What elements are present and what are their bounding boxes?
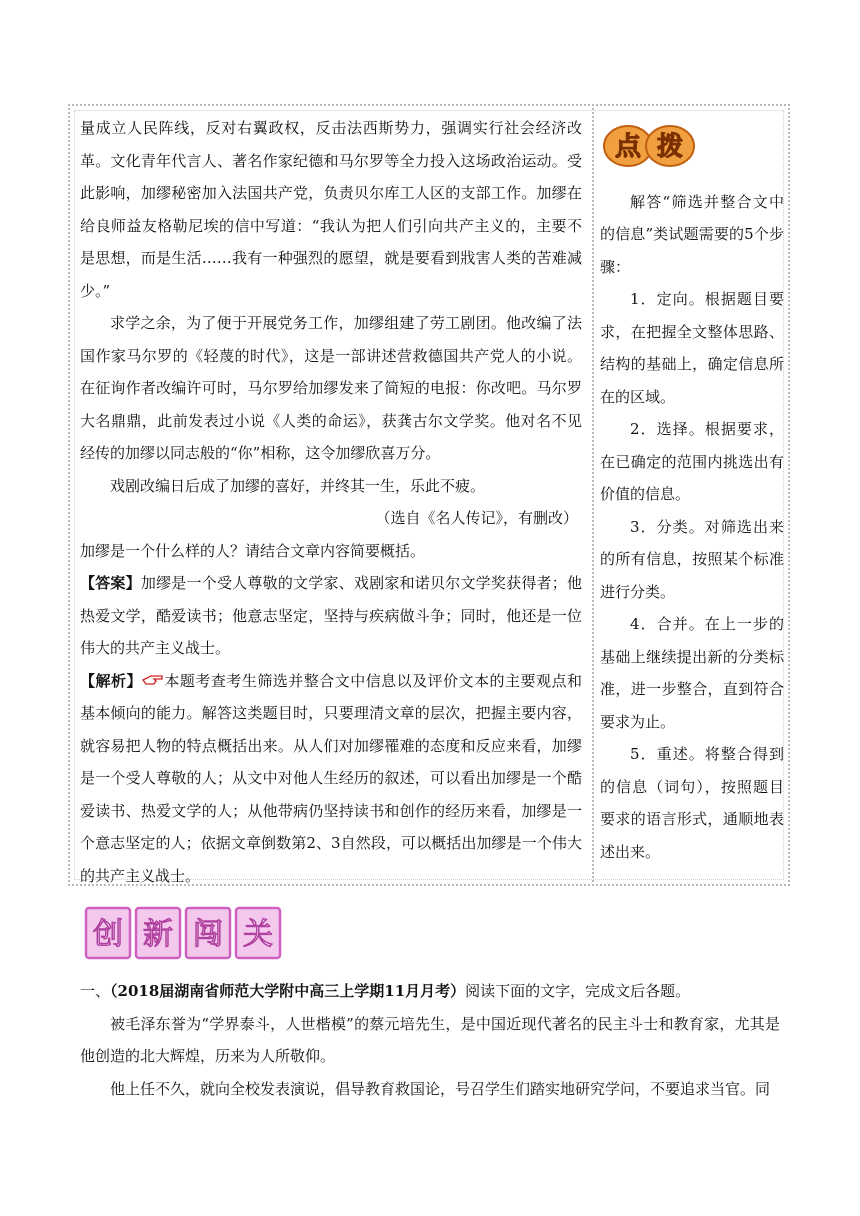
tips-intro: 解答“筛选并整合文中的信息”类试题需要的5个步骤：: [600, 192, 784, 276]
passage-paragraph-1: 量成立人民阵线，反对右翼政权，反击法西斯势力，强调实行社会经济改革。文化青年代言人、著名作家纪德和马尔罗等全力投入这场政治运动。受此影响，加缪秘密加入法国共产党，负责贝尔库工人区的支部工作。加缪在给良师益友格勒尼埃的信中写道：“我认为把人们引向共产主义的，主要不是思想，而是生活……我有一种强烈的愿望，就是要看到戕害人类的苦难减少。”: [80, 119, 582, 300]
tips-step-3: 3．分类。对筛选出来的所有信息，按照某个标准进行分类。: [600, 517, 784, 601]
section-paragraph-1: 被毛泽东誉为“学界泰斗，人世楷模”的蔡元培先生，是中国近现代著名的民主斗士和教育家，尤其是他创造的北大辉煌，历来为人所敬仰。: [80, 1014, 780, 1065]
dianbo-badge: [600, 122, 700, 170]
pointing-hand-icon: [142, 673, 164, 687]
banner-char-3: 闯: [193, 917, 223, 952]
answer-text: 加缪是一个受人尊敬的文学家、戏剧家和诺贝尔文学奖获得者；他热爱文学，酷爱读书；他意志坚定，坚持与疾病做斗争；同时，他还是一位伟大的共产主义战士。: [80, 574, 582, 657]
tips-step-5: 5．重述。将整合得到的信息（词句），按照题目要求的语言形式，通顺地表述出来。: [600, 745, 784, 861]
tips-column: [600, 112, 784, 868]
passage-paragraph-2: 求学之余，为了便于开展党务工作，加缪组建了劳工剧团。他改编了法国作家马尔罗的《轻蔑的时代》，这是一部讲述营救德国共产党人的小说。在征询作者改编许可时，马尔罗给加缪发来了简短的电报：你改吧。马尔罗大名鼎鼎，此前发表过小说《人类的命运》，获龚古尔文学奖。他对名不见经传的加缪以同志般的“你”相称，这令加缪欣喜万分。: [80, 314, 582, 462]
passage-column: [80, 112, 582, 892]
analysis-text: 本题考查考生筛选并整合文中信息以及评价文本的主要观点和基本倾向的能力。解答这类题目时，只要理清文章的层次，把握主要内容，就容易把人物的特点概括出来。从人们对加缪罹难的态度和反应来看，加缪是一个受人尊敬的人；从文中对他人生经历的叙述，可以看出加缪是一个酷爱读书、热爱文学的人；从他带病仍坚持读书和创作的经历来看，加缪是一个意志坚定的人；依据文章倒数第2、3自然段，可以概括出加缪是一个伟大的共产主义战士。: [80, 671, 582, 885]
chuangxin-chuangguan-banner: [84, 904, 284, 962]
tips-step-4: 4．合并。在上一步的基础上继续提出新的分类标准，进一步整合，直到符合要求为止。: [600, 615, 784, 731]
question-instruction: 阅读下面的文字，完成文后各题。: [465, 982, 691, 1000]
analysis-tag: 【解析】: [80, 671, 142, 690]
new-question-section: [80, 975, 780, 1105]
passage-source: （选自《名人传记》，有删改）: [375, 509, 578, 527]
tips-step-1: 1．定向。根据题目要求，在把握全文整体思路、结构的基础上，确定信息所在的区域。: [600, 290, 784, 406]
analysis-block: [80, 665, 582, 893]
column-divider: [592, 104, 594, 886]
banner-char-1: 创: [93, 917, 123, 952]
question-heading: [80, 975, 780, 1008]
badge-char-2: 拨: [656, 132, 684, 162]
question-source: （2018届湖南省师范大学附中高三上学期11月月考）: [110, 982, 466, 1000]
badge-char-1: 点: [614, 132, 642, 162]
banner-char-4: 关: [243, 917, 273, 952]
tips-step-2: 2．选择。根据要求，在已确定的范围内挑选出有价值的信息。: [600, 420, 784, 503]
passage-paragraph-3: 戏剧改编日后成了加缪的喜好，并终其一生，乐此不疲。: [110, 476, 486, 495]
question-text: 加缪是一个什么样的人？请结合文章内容简要概括。: [80, 541, 426, 560]
answer-block: [80, 567, 582, 665]
question-number: 一、: [80, 982, 111, 1000]
answer-tag: 【答案】: [80, 574, 141, 592]
banner-char-2: 新: [143, 917, 173, 952]
section-paragraph-2: 他上任不久，就向全校发表演说，倡导教育救国论，号召学生们踏实地研究学问，不要追求当官。同: [110, 1079, 771, 1098]
